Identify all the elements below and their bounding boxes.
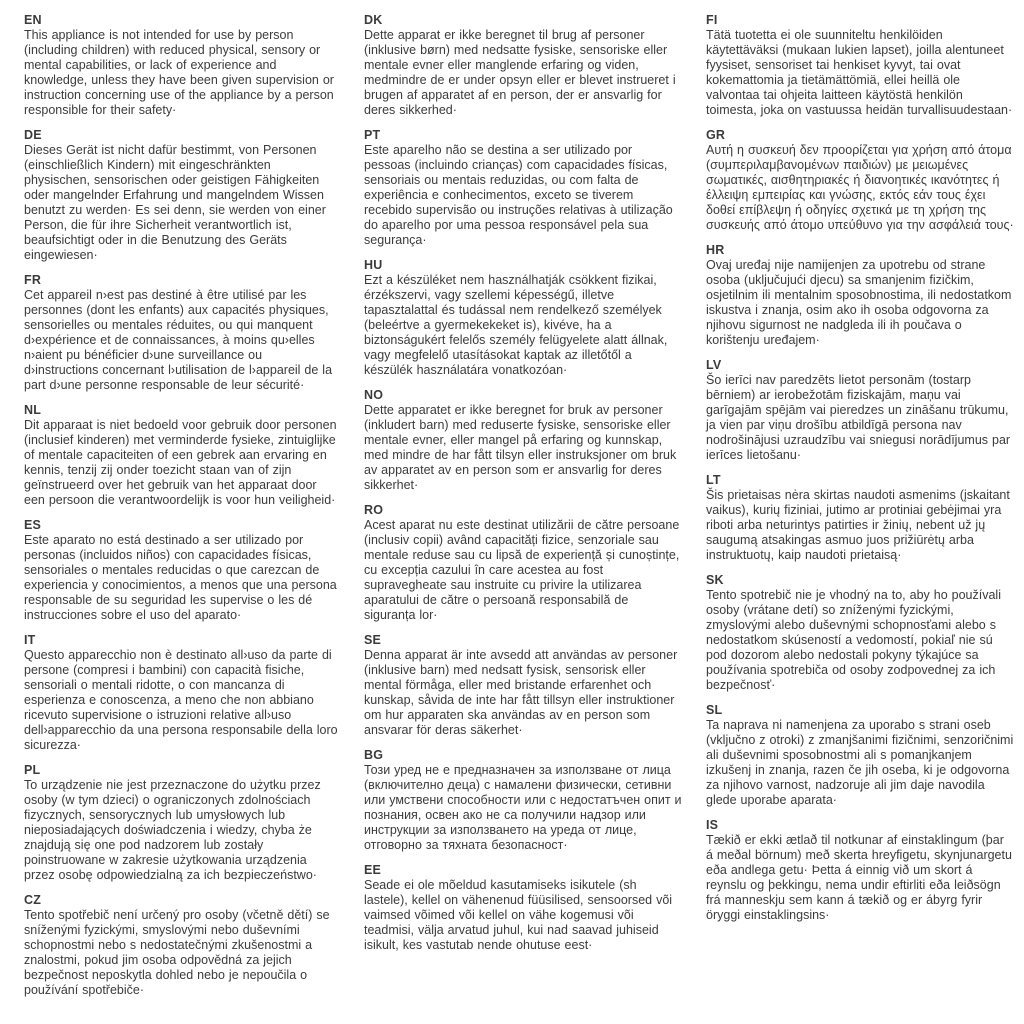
language-code-label: HU bbox=[364, 258, 383, 272]
language-block-fr bbox=[24, 273, 340, 393]
language-warning-text: Αυτή η συσκευή δεν προορίζεται για χρήση από άτομα (συμπεριλαμβανομένων παιδιών) με μειωμένες σωματικές, αισθητηριακές ή διανοητικές ικανότητες ή έλλειψη εμπειρίας και γνώσης, εκτός εάν τους έχει δοθεί επίβλεψη ή οδηγίες σχετικά με τη χρήση της συσκευής από άτομο υπεύθυνο για την ασφάλειά τους· bbox=[706, 143, 1014, 232]
language-code-label: EN bbox=[24, 13, 42, 27]
language-warning-text: Dit apparaat is niet bedoeld voor gebruik door personen (inclusief kinderen) met verminderde fysieke, zintuiglijke of mentale capaciteiten of een gebrek aan ervaring en kennis, tenzij zij onder toezicht staan van of zijn geïnstrueerd over het gebruik van het apparaat door een persoon die verantwoordelijk is voor hun veiligheid· bbox=[24, 418, 337, 507]
language-code-label: PT bbox=[364, 128, 381, 142]
language-block-sl bbox=[706, 703, 1014, 808]
language-block-is bbox=[706, 818, 1014, 923]
language-block-pl bbox=[24, 763, 340, 883]
language-code-label: DE bbox=[24, 128, 42, 142]
language-warning-text: Ovaj uređaj nije namijenjen za upotrebu od strane osoba (uključujući djecu) sa smanjenim fizičkim, osjetilnim ili mentalnim sposobnostima, ili nedostatkom iskustva i znanja, osim ako ih osoba odgovorna za njihovu sigurnost ne nadgleda ili ih poučava o korištenju uređajem· bbox=[706, 258, 1012, 347]
language-block-hu bbox=[364, 258, 682, 378]
language-warning-text: To urządzenie nie jest przeznaczone do użytku przez osoby (w tym dzieci) o ograniczonych zdolnościach fizycznych, sensorycznych lub umysłowych lub nieposiadających doświadczenia i wiedzy, chyba że znajdują się one pod nadzorem lub zostały poinstruowane w zakresie użytkowania urządzenia przez osobę odpowiedzialną za ich bezpieczeństwo· bbox=[24, 778, 321, 882]
language-code-label: SK bbox=[706, 573, 724, 587]
language-code-label: SL bbox=[706, 703, 723, 717]
language-warning-text: Ezt a készüléket nem használhatják csökkent fizikai, érzékszervi, vagy szellemi képességű, illetve tapasztalattal és tudással nem rendelkező személyek (beleértve a gyermekekeket is), kivéve, ha a biztonságukért felelős személy felügyelete alatt állnak, vagy megfelelő utasításokat kaptak az illetőtől a készülék használatára vonatkozóan· bbox=[364, 273, 668, 377]
language-block-fi bbox=[706, 13, 1014, 118]
language-warning-text: Dette apparatet er ikke beregnet for bruk av personer (inkludert barn) med reduserte fysiske, sensoriske eller mentale evner, eller mangel på erfaring og kunnskap, med mindre de har fått tilsyn eller instruksjoner om bruk av apparatet av en person som er ansvarlig for deres sikkerhet· bbox=[364, 403, 677, 492]
language-block-sk bbox=[706, 573, 1014, 693]
language-code-label: FI bbox=[706, 13, 718, 27]
language-code-label: LT bbox=[706, 473, 721, 487]
language-block-lv bbox=[706, 358, 1014, 463]
language-code-label: RO bbox=[364, 503, 384, 517]
language-block-gr bbox=[706, 128, 1014, 233]
language-warning-text: Ta naprava ni namenjena za uporabo s strani oseb (vključno z otroki) z zmanjšanimi fizičnimi, senzoričnimi ali duševnimi sposobnostmi ali s pomanjkanjem izkušenj in znanja, razen če jih oseba, ki je odgovorna za njihovo varnost, nadzoruje ali jim daje navodila glede uporabe aparata· bbox=[706, 718, 1014, 807]
language-code-label: IS bbox=[706, 818, 719, 832]
language-warning-text: Tätä tuotetta ei ole suunniteltu henkilöiden käytettäväksi (mukaan lukien lapset), joilla alentuneet fyysiset, sensoriset tai henkiset kyvyt, tai ovat kokemattomia ja tietämättömiä, ellei heillä ole valvontaa tai ohjeita laitteen käytöstä henkilön toimesta, joka on vastuussa heidän turvallisuudestaan· bbox=[706, 28, 1013, 117]
language-code-label: FR bbox=[24, 273, 42, 287]
language-code-label: EE bbox=[364, 863, 382, 877]
language-warning-text: Този уред не е предназначен за използване от лица (включително деца) с намалени физически, сетивни или умствени способности или с недостатъчен опит и познания, освен ако не са получили надзор или инструкции за използването на уреда от лице, отговорно за тяхната безопасност· bbox=[364, 763, 682, 852]
language-code-label: PL bbox=[24, 763, 41, 777]
language-block-en bbox=[24, 13, 340, 118]
language-block-ee bbox=[364, 863, 682, 953]
language-warning-text: Este aparelho não se destina a ser utilizado por pessoas (incluindo crianças) com capacidades físicas, sensoriais ou mentais reduzidas, ou com falta de experiência e conhecimentos, exceto se tiverem recebido supervisão ou instruções relativas à utilização do aparelho por uma pessoa responsável pela sua segurança· bbox=[364, 143, 673, 247]
language-block-pt bbox=[364, 128, 682, 248]
language-code-label: IT bbox=[24, 633, 36, 647]
language-code-label: HR bbox=[706, 243, 725, 257]
language-code-label: ES bbox=[24, 518, 42, 532]
language-code-label: LV bbox=[706, 358, 722, 372]
language-block-ro bbox=[364, 503, 682, 623]
column-3 bbox=[706, 13, 1014, 1024]
language-code-label: DK bbox=[364, 13, 383, 27]
language-warning-text: Cet appareil n›est pas destiné à être utilisé par les personnes (dont les enfants) aux capacités physiques, sensorielles ou mentales réduites, ou qui manquent d›expérience et de connaissances, à moins qu›elles n›aient pu bénéficier d›une surveillance ou d›instructions concernant l›utilisation de l›appareil de la part d›une personne responsable de leur sécurité· bbox=[24, 288, 333, 392]
language-warning-text: Šis prietaisas nėra skirtas naudoti asmenims (įskaitant vaikus), kurių fiziniai, jutimo ar protiniai gebėjimai yra riboti arba neturintys patirties ir žinių, nebent už jų saugumą atsakingas asmuo juos prižiūrėtų arba instruktuotų, kaip naudoti prietaisą· bbox=[706, 488, 1010, 562]
language-block-lt bbox=[706, 473, 1014, 563]
language-block-cz bbox=[24, 893, 340, 998]
language-warning-text: Seade ei ole mõeldud kasutamiseks isikutele (sh lastele), kellel on vähenenud füüsilised, sensoorsed või vaimsed võimed või kellel on vähe kogemusi või teadmisi, välja arvatud juhul, kui nad saavad juhiseid isikult, kes vastutab nende ohutuse eest· bbox=[364, 878, 673, 952]
language-code-label: BG bbox=[364, 748, 384, 762]
language-warning-text: Acest aparat nu este destinat utilizării de către persoane (inclusiv copii) având capacități fizice, senzoriale sau mentale reduse sau cu lipsă de experiență și cunoștințe, cu excepția cazului în care acestea au fost supravegheate sau instruite cu privire la utilizarea aparatului de către o persoană responsabilă de siguranța lor· bbox=[364, 518, 680, 622]
language-block-no bbox=[364, 388, 682, 493]
language-block-dk bbox=[364, 13, 682, 118]
language-code-label: CZ bbox=[24, 893, 42, 907]
language-block-hr bbox=[706, 243, 1014, 348]
language-block-it bbox=[24, 633, 340, 753]
language-warning-text: This appliance is not intended for use by person (including children) with reduced physical, sensory or mental capabilities, or lack of experience and knowledge, unless they have been given supervision or instruction concerning use of the appliance by a person responsible for their safety· bbox=[24, 28, 334, 117]
language-warning-text: Dette apparat er ikke beregnet til brug af personer (inklusive børn) med nedsatte fysiske, sensoriske eller mentale evner eller manglende erfaring og viden, medmindre de er under opsyn eller er blevet instrueret i brugen af apparatet af en person, der er ansvarlig for deres sikkerhed· bbox=[364, 28, 676, 117]
language-warning-text: Este aparato no está destinado a ser utilizado por personas (incluidos niños) con capacidades físicas, sensoriales o mentales reducidas o que carezcan de experiencia y conocimientos, a menos que una persona responsable de su seguridad les supervise o les dé instrucciones sobre el uso del aparato· bbox=[24, 533, 337, 622]
column-2 bbox=[364, 13, 682, 1024]
language-warning-text: Questo apparecchio non è destinato all›uso da parte di persone (compresi i bambini) con capacità fisiche, sensoriali o mentali ridotte, o con mancanza di esperienza e conoscenza, a meno che non abbiano ricevuto supervisione o istruzioni relative all›uso dell›apparecchio da una persona responsabile della loro sicurezza· bbox=[24, 648, 338, 752]
language-block-es bbox=[24, 518, 340, 623]
language-code-label: GR bbox=[706, 128, 726, 142]
language-block-de bbox=[24, 128, 340, 263]
language-warning-text: Šo ierīci nav paredzēts lietot personām (tostarp bērniem) ar ierobežotām fiziskajām, maņu vai garīgajām spējām vai pieredzes un zināšanu trūkumu, ja vien par viņu drošību atbildīgā persona nav nodrošinājusi uzraudzību vai sniegusi norādījumus par ierīces lietošanu· bbox=[706, 373, 1011, 462]
language-code-label: NO bbox=[364, 388, 384, 402]
language-warning-text: Tento spotřebič není určený pro osoby (včetně dětí) se sníženými fyzickými, smyslovými nebo duševními schopnostmi nebo s nedostatečnými zkušenostmi a znalostmi, pokud jim osoba odpovědná za jejich bezpečnost neposkytla dohled nebo je nepoučila o používání spotřebiče· bbox=[24, 908, 330, 997]
language-block-nl bbox=[24, 403, 340, 508]
language-warning-text: Denna apparat är inte avsedd att användas av personer (inklusive barn) med nedsatt fysisk, sensorisk eller mental förmåga, eller med bristande erfarenhet och kunskap, såvida de inte har fått tillsyn eller instruktioner om hur apparaten ska användas av en person som ansvarar för deras säkerhet· bbox=[364, 648, 678, 737]
language-code-label: SE bbox=[364, 633, 382, 647]
language-block-se bbox=[364, 633, 682, 738]
language-warning-text: Tækið er ekki ætlað til notkunar af einstaklingum (þar á meðal börnum) með skerta hreyfigetu, skynjunargetu eða andlega getu· Þetta á einnig við um skort á reynslu og þekkingu, nema undir eftirliti eða leiðsögn frá manneskju sem kann á tækið og er ábyrg fyrir öryggi einstaklingsins· bbox=[706, 833, 1012, 922]
language-warning-text: Dieses Gerät ist nicht dafür bestimmt, von Personen (einschließlich Kindern) mit eingeschränkten physischen, sensorischen oder geistigen Fähigkeiten oder mangelnder Erfahrung und mangelndem Wissen benutzt zu werden· Es sei denn, sie werden von einer Person, die für ihre Sicherheit verantwortlich ist, beaufsichtigt oder in die Benutzung des Geräts eingewiesen· bbox=[24, 143, 326, 262]
column-1 bbox=[24, 13, 340, 1024]
language-warning-text: Tento spotrebič nie je vhodný na to, aby ho používali osoby (vrátane detí) so zníženými fyzickými, zmyslovými alebo duševnými schopnosťami alebo s nedostatkom skúseností a vedomostí, pokiaľ nie sú pod dozorom alebo nedostali pokyny týkajúce sa používania spotrebiča od osoby zodpovednej za ich bezpečnosť· bbox=[706, 588, 1001, 692]
language-block-bg bbox=[364, 748, 682, 853]
language-code-label: NL bbox=[24, 403, 42, 417]
